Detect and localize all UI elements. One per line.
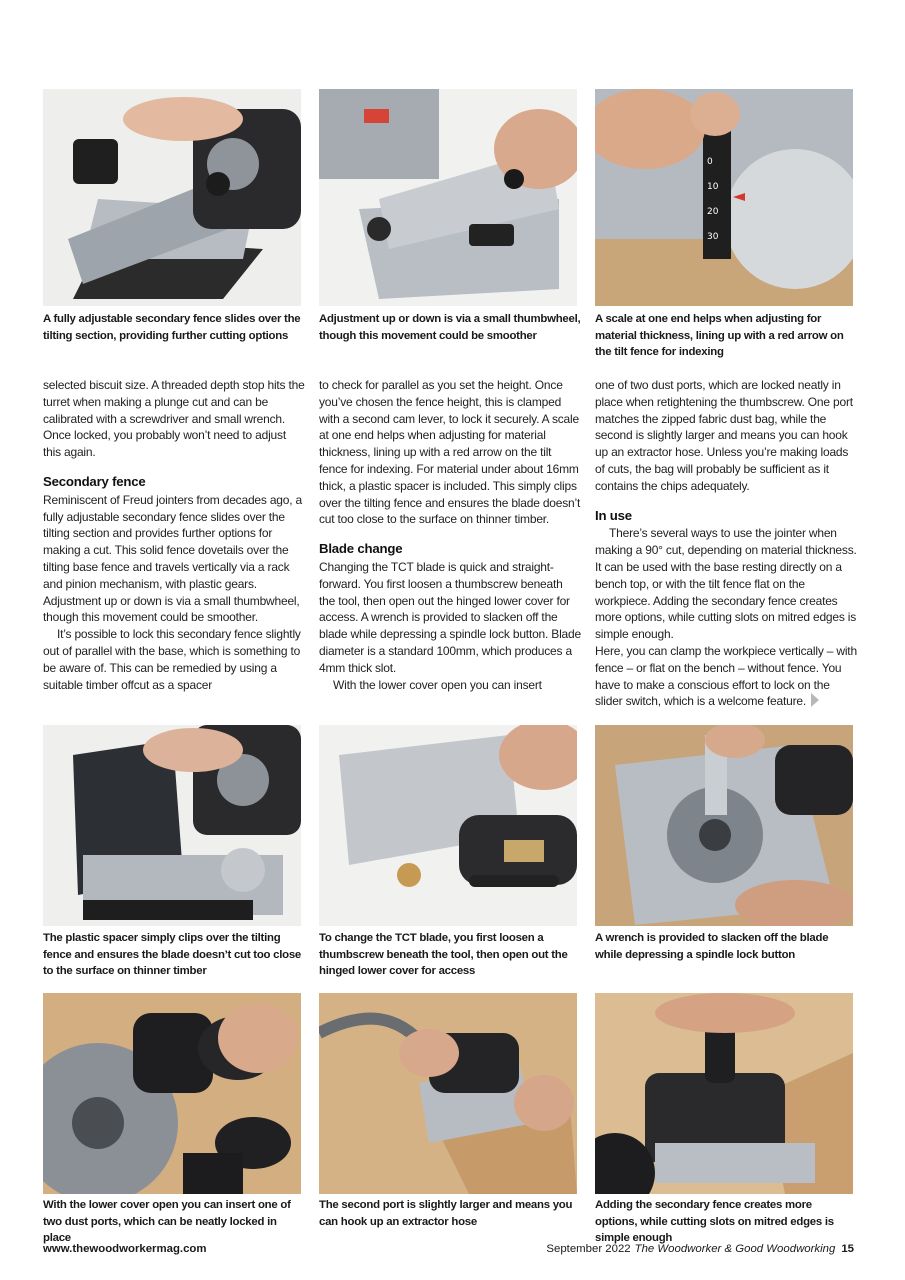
photo-plastic-spacer bbox=[43, 725, 301, 926]
biscuit-jointer-thumbwheel-photo bbox=[319, 89, 577, 306]
photo-thumbscrew-lower-cover bbox=[319, 725, 577, 926]
photo-thumbwheel-adjustment bbox=[319, 89, 577, 306]
mitred-edge-photo bbox=[595, 993, 853, 1194]
page-number: 15 bbox=[841, 1243, 854, 1255]
plastic-spacer-photo bbox=[43, 725, 301, 926]
body-paragraph: Reminiscent of Freud jointers from decades ago, a fully adjustable secondary fence slides over the tilting section and provides further options for making a cut. This solid fence dovetails over the tilting base fence and travels vertically via a rack and pinion mechanism, with plastic gears. Adjustment up or down is via a small thumbwheel, though this movement could be smoother. bbox=[43, 492, 302, 625]
photo-secondary-fence-slides bbox=[43, 89, 301, 306]
photo-thickness-scale bbox=[595, 89, 853, 306]
dust-port-photo bbox=[43, 993, 301, 1194]
body-paragraph: to check for parallel as you set the height. Once you’ve chosen the fence height, this is clamped with a second cam lever, to lock it securely. A scale at one end helps when adjusting for material thickness, lining up with a red arrow on the tilt fence for indexing. For material under about 16mm thick, a plastic spacer is included. This simply clips over the tilting fence and ensures the blade doesn’t cut too close to the surface on thinner timber. bbox=[319, 378, 581, 527]
svg-text:0: 0 bbox=[707, 157, 713, 167]
body-paragraph: With the lower cover open you can insert bbox=[333, 677, 542, 692]
article-column-3 bbox=[595, 377, 857, 710]
body-paragraph: Changing the TCT blade is quick and straight-forward. You first loosen a thumbscrew beneath the tool, then open out the hinged lower cover for access. A wrench is provided to slacken off the blade while depressing a spindle lock button. Blade diameter is a standard 100mm, which produces a 4mm thick slot. bbox=[319, 559, 581, 675]
body-paragraph: There’s several ways to use the jointer when making a 90° cut, depending on material thickness. It can be used with the base resting directly on a bench top, or with the tilt fence flat on the workpiece. Adding the secondary fence creates more options, while cutting slots on mitred edges is simple enough. bbox=[595, 526, 857, 642]
lower-cover-photo bbox=[319, 725, 577, 926]
caption-secondary-fence-slides: A fully adjustable secondary fence slides over the tilting section, providing further cutting options bbox=[43, 313, 301, 342]
footer-magazine-title: The Woodworker & Good Woodworking bbox=[634, 1243, 836, 1255]
photo-mitred-edges bbox=[595, 993, 853, 1194]
footer-website: www.thewoodworkermag.com bbox=[43, 1243, 207, 1255]
caption-plastic-spacer: The plastic spacer simply clips over the tilting fence and ensures the blade doesn’t cut too close to the surface on thinner timber bbox=[43, 932, 302, 978]
caption-extractor-hose: The second port is slightly larger and means you can hook up an extractor hose bbox=[319, 1199, 573, 1228]
photo-extractor-hose bbox=[319, 993, 577, 1194]
photo-dust-ports bbox=[43, 993, 301, 1194]
caption-thumbwheel-adjustment: Adjustment up or down is via a small thumbwheel, though this movement could be smoother bbox=[319, 313, 581, 342]
section-heading-blade-change: Blade change bbox=[319, 541, 403, 557]
svg-text:10: 10 bbox=[707, 182, 719, 192]
section-heading-secondary-fence: Secondary fence bbox=[43, 473, 146, 489]
article-column-1 bbox=[43, 377, 305, 693]
section-heading-in-use: In use bbox=[595, 507, 632, 523]
continue-arrow-icon bbox=[811, 693, 819, 707]
footer-folio bbox=[546, 1243, 854, 1255]
body-paragraph: selected biscuit size. A threaded depth stop hits the turret when making a plunge cut and can be calibrated with a screwdriver and small wrench. Once locked, you probably won’t need to adjust this again. bbox=[43, 378, 305, 460]
caption-thumbscrew-lower-cover: To change the TCT blade, you first loosen a thumbscrew beneath the tool, then open out the hinged lower cover for access bbox=[319, 932, 568, 978]
photo-wrench-spindle-lock bbox=[595, 725, 853, 926]
body-paragraph: It’s possible to lock this secondary fence slightly out of parallel with the base, which is something to be aware of. This can be remedied by using a suitable timber offcut as a spacer bbox=[43, 627, 301, 692]
svg-text:30: 30 bbox=[707, 232, 719, 242]
body-paragraph bbox=[595, 643, 857, 710]
biscuit-jointer-fence-photo bbox=[43, 89, 301, 306]
caption-thickness-scale: A scale at one end helps when adjusting for material thickness, lining up with a red arrow on the tilt fence for indexing bbox=[595, 313, 844, 359]
thickness-scale-photo bbox=[595, 89, 853, 306]
caption-dust-ports: With the lower cover open you can insert one of two dust ports, which can be neatly locked in place bbox=[43, 1199, 291, 1245]
caption-mitred-edges: Adding the secondary fence creates more options, while cutting slots on mitred edges is simple enough bbox=[595, 1199, 834, 1245]
article-column-2 bbox=[319, 377, 581, 693]
footer-date: September 2022 bbox=[546, 1243, 631, 1255]
body-paragraph-text: Here, you can clamp the workpiece vertically – with fence – or flat on the bench – without fence. You have to make a conscious effort to lock on the slider switch, which is a welcome feature. bbox=[595, 643, 857, 709]
wrench-blade-photo bbox=[595, 725, 853, 926]
caption-wrench-spindle-lock: A wrench is provided to slacken off the blade while depressing a spindle lock button bbox=[595, 932, 829, 961]
svg-text:20: 20 bbox=[707, 207, 719, 217]
body-paragraph: one of two dust ports, which are locked neatly in place when retightening the thumbscrew. One port matches the zipped fabric dust bag, while the second is slightly larger and means you can hook up an extractor hose. Unless you’re making loads of cuts, the bag will probably be sufficient as it contains the chips adequately. bbox=[595, 378, 853, 493]
extractor-hose-photo bbox=[319, 993, 577, 1194]
